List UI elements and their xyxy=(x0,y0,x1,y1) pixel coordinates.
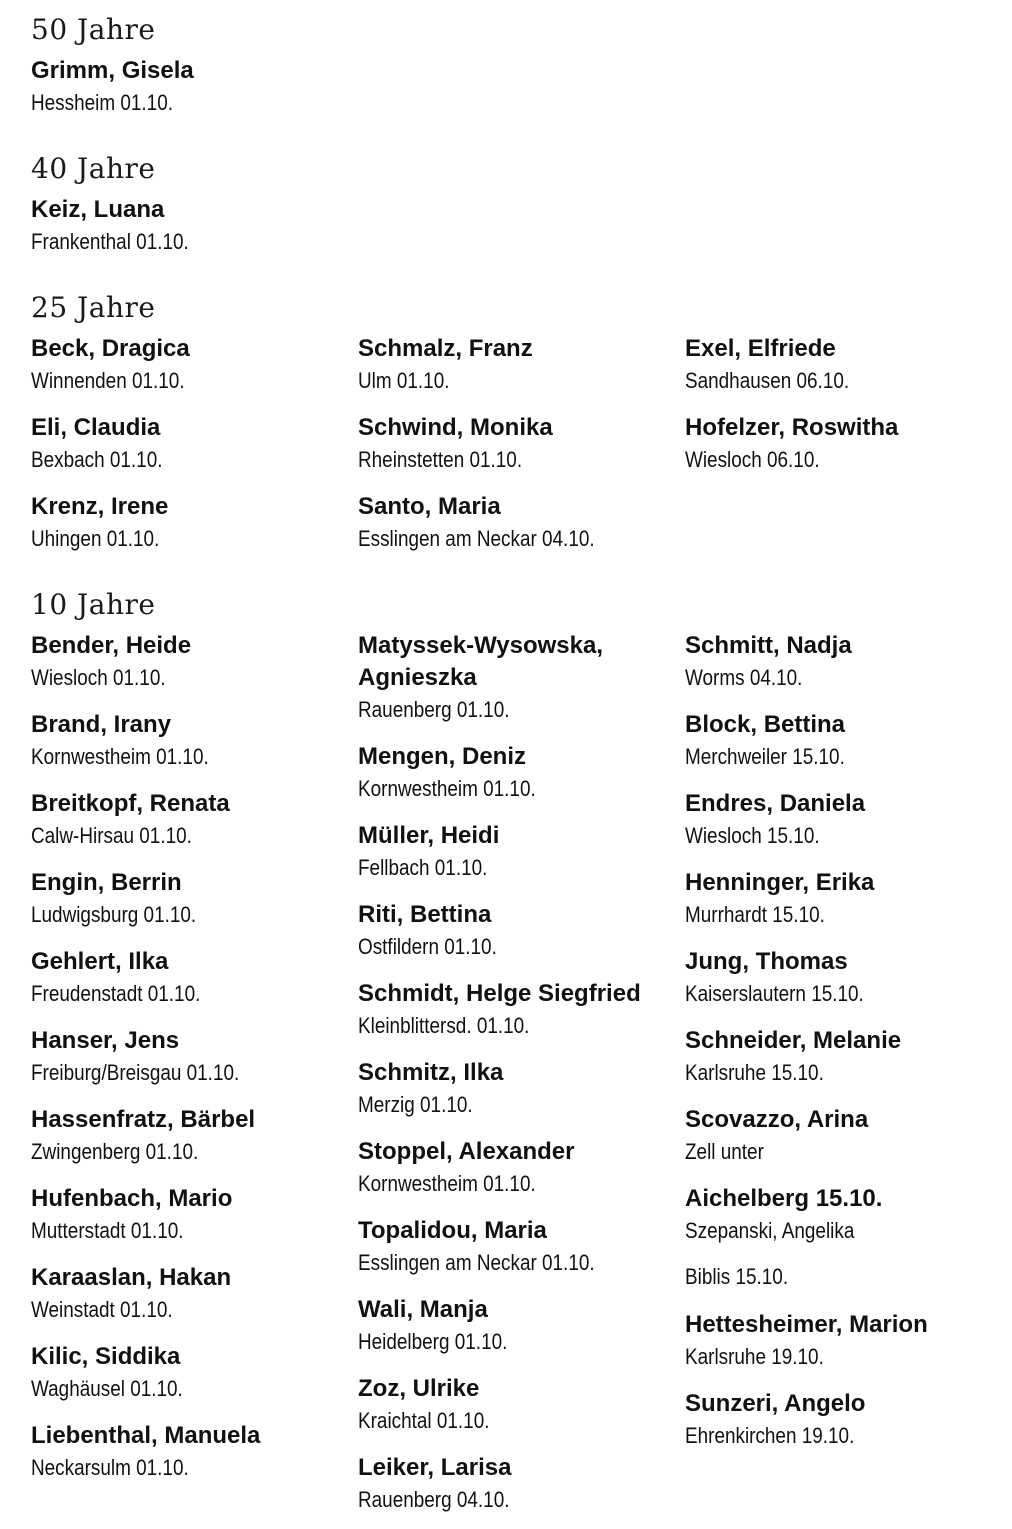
list-item xyxy=(31,709,238,773)
member-place-date: Worms 04.10. xyxy=(685,665,803,690)
section-title-25: 25 Jahre xyxy=(31,291,156,324)
member-name: Schmitt, Nadja xyxy=(685,632,852,659)
member-name: Breitkopf, Renata xyxy=(31,790,230,817)
list-item xyxy=(358,1215,633,1279)
list-item xyxy=(31,491,180,555)
member-place-date: Zell unter xyxy=(685,1139,764,1164)
list-item xyxy=(31,412,184,476)
section-title-50: 50 Jahre xyxy=(31,13,156,46)
member-place-date: Karlsruhe 19.10. xyxy=(685,1344,824,1369)
member-name: Zoz, Ulrike xyxy=(358,1375,480,1402)
member-place-date: Ulm 01.10. xyxy=(358,368,450,393)
member-name: Müller, Heidi xyxy=(358,822,500,849)
member-place-date: Esslingen am Neckar 04.10. xyxy=(358,526,595,551)
member-name: Keiz, Luana xyxy=(31,196,165,223)
member-name: Liebenthal, Manuela xyxy=(31,1422,261,1449)
member-place-date: Uhingen 01.10. xyxy=(31,526,160,551)
member-place-date: Ostfildern 01.10. xyxy=(358,934,497,959)
list-item xyxy=(31,1262,231,1326)
list-item xyxy=(685,630,852,694)
list-item xyxy=(685,333,876,397)
member-name: Topalidou, Maria xyxy=(358,1217,547,1244)
list-item xyxy=(358,1373,511,1437)
list-item xyxy=(685,1309,928,1373)
member-place-date: Ehrenkirchen 19.10. xyxy=(685,1423,855,1448)
member-name: Matyssek-Wysowska, xyxy=(358,632,604,659)
list-item xyxy=(31,1341,208,1405)
member-name: Schmitz, Ilka xyxy=(358,1059,504,1086)
member-name-continued: Agnieszka xyxy=(358,664,477,691)
member-name: Stoppel, Alexander xyxy=(358,1138,575,1165)
member-name: Krenz, Irene xyxy=(31,493,169,520)
member-place-date: Kraichtal 01.10. xyxy=(358,1408,490,1433)
member-name: Brand, Irany xyxy=(31,711,172,738)
list-item xyxy=(685,1025,901,1089)
member-place-date: Karlsruhe 15.10. xyxy=(685,1060,824,1085)
member-place-date: Zwingenberg 01.10. xyxy=(31,1139,199,1164)
member-place-date: Neckarsulm 01.10. xyxy=(31,1455,189,1480)
list-item xyxy=(358,1452,534,1516)
member-place-date: Freiburg/Breisgau 01.10. xyxy=(31,1060,240,1085)
member-name: Riti, Bettina xyxy=(358,901,492,928)
member-name: Sunzeri, Angelo xyxy=(685,1390,866,1417)
list-item xyxy=(358,412,553,476)
member-place-date: Bexbach 01.10. xyxy=(31,447,163,472)
member-place-date-continued: Biblis 15.10. xyxy=(685,1264,789,1289)
list-item xyxy=(685,412,898,476)
member-place-date: Kornwestheim 01.10. xyxy=(358,1171,536,1196)
member-name: Block, Bettina xyxy=(685,711,846,738)
member-place-date: Szepanski, Angelika xyxy=(685,1218,855,1243)
member-place-date: Wiesloch 06.10. xyxy=(685,447,820,472)
member-name: Eli, Claudia xyxy=(31,414,161,441)
member-place-date: Murrhardt 15.10. xyxy=(685,902,825,927)
member-place-date: Mutterstadt 01.10. xyxy=(31,1218,184,1243)
member-name: Hettesheimer, Marion xyxy=(685,1311,928,1338)
list-item xyxy=(358,333,533,397)
member-place-date: Esslingen am Neckar 01.10. xyxy=(358,1250,595,1275)
list-item xyxy=(358,978,641,1042)
list-item xyxy=(31,630,191,694)
member-place-date: Kaiserslautern 15.10. xyxy=(685,981,864,1006)
member-place-date: Frankenthal 01.10. xyxy=(31,229,189,254)
member-name: Kilic, Siddika xyxy=(31,1343,181,1370)
list-item xyxy=(358,1136,575,1200)
list-item xyxy=(685,867,874,931)
member-place-date: Kleinblittersd. 01.10. xyxy=(358,1013,530,1038)
member-name: Aichelberg 15.10. xyxy=(685,1185,883,1212)
member-name: Scovazzo, Arina xyxy=(685,1106,869,1133)
section-title-10: 10 Jahre xyxy=(31,588,156,621)
member-name: Hufenbach, Mario xyxy=(31,1185,233,1212)
member-name: Schneider, Melanie xyxy=(685,1027,902,1054)
member-name: Henninger, Erika xyxy=(685,869,875,896)
member-place-date: Fellbach 01.10. xyxy=(358,855,488,880)
list-item xyxy=(358,741,565,805)
member-place-date: Merzig 01.10. xyxy=(358,1092,473,1117)
list-item xyxy=(685,788,865,852)
list-item xyxy=(358,1294,532,1358)
member-name: Mengen, Deniz xyxy=(358,743,527,770)
member-name: Beck, Dragica xyxy=(31,335,190,362)
list-item xyxy=(31,788,230,852)
member-name: Wali, Manja xyxy=(358,1296,488,1323)
list-item xyxy=(31,1420,260,1484)
member-name: Grimm, Gisela xyxy=(31,57,194,84)
member-place-date: Weinstadt 01.10. xyxy=(31,1297,173,1322)
list-item xyxy=(31,946,228,1010)
member-place-date: Merchweiler 15.10. xyxy=(685,744,845,769)
list-item xyxy=(31,333,210,397)
member-name: Jung, Thomas xyxy=(685,948,848,975)
list-item xyxy=(31,1104,255,1168)
member-place-date: Ludwigsburg 01.10. xyxy=(31,902,197,927)
member-place-date: Rauenberg 01.10. xyxy=(358,697,510,722)
member-place-date: Wiesloch 15.10. xyxy=(685,823,820,848)
list-item xyxy=(31,1025,273,1089)
member-place-date: Hessheim 01.10. xyxy=(31,90,173,115)
member-name: Gehlert, Ilka xyxy=(31,948,169,975)
member-name: Santo, Maria xyxy=(358,493,501,520)
member-place-date: Heidelberg 01.10. xyxy=(358,1329,508,1354)
list-item xyxy=(31,194,214,258)
member-name: Bender, Heide xyxy=(31,632,192,659)
list-item xyxy=(31,867,223,931)
member-name: Schmidt, Helge Siegfried xyxy=(358,980,641,1007)
member-name: Exel, Elfriede xyxy=(685,335,836,362)
list-item xyxy=(685,946,893,1010)
member-name: Schwind, Monika xyxy=(358,414,553,441)
member-place-date: Kornwestheim 01.10. xyxy=(358,776,536,801)
member-place-date: Waghäusel 01.10. xyxy=(31,1376,183,1401)
member-name: Hassenfratz, Bärbel xyxy=(31,1106,256,1133)
list-item xyxy=(358,491,633,555)
member-name: Leiker, Larisa xyxy=(358,1454,512,1481)
list-item xyxy=(358,820,508,884)
member-place-date: Freudenstadt 01.10. xyxy=(31,981,201,1006)
list-item xyxy=(685,1388,882,1452)
member-name: Karaaslan, Hakan xyxy=(31,1264,232,1291)
list-item xyxy=(685,1183,882,1293)
member-name: Hofelzer, Roswitha xyxy=(685,414,899,441)
member-name: Engin, Berrin xyxy=(31,869,182,896)
member-place-date: Kornwestheim 01.10. xyxy=(31,744,209,769)
member-name: Hanser, Jens xyxy=(31,1027,180,1054)
member-place-date: Calw-Hirsau 01.10. xyxy=(31,823,192,848)
member-place-date: Sandhausen 06.10. xyxy=(685,368,850,393)
list-item xyxy=(685,1104,868,1168)
list-item xyxy=(31,55,196,119)
member-place-date: Rauenberg 04.10. xyxy=(358,1487,510,1512)
list-item xyxy=(358,630,603,726)
member-name: Endres, Daniela xyxy=(685,790,866,817)
list-item xyxy=(685,709,871,773)
member-place-date: Winnenden 01.10. xyxy=(31,368,185,393)
list-item xyxy=(358,899,519,963)
list-item xyxy=(358,1057,503,1121)
member-name: Schmalz, Franz xyxy=(358,335,533,362)
list-item xyxy=(31,1183,232,1247)
member-place-date: Rheinstetten 01.10. xyxy=(358,447,523,472)
member-place-date: Wiesloch 01.10. xyxy=(31,665,166,690)
section-title-40: 40 Jahre xyxy=(31,152,156,185)
